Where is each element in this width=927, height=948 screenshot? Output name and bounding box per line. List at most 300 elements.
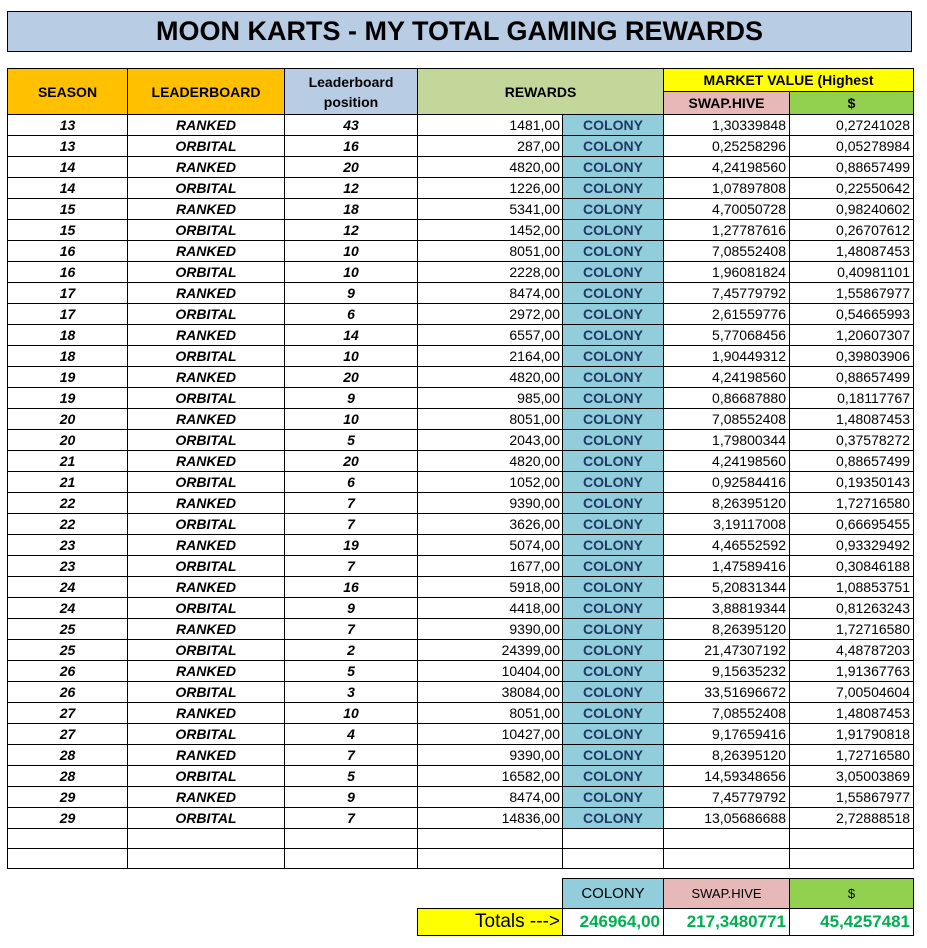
- table-row: [8, 346, 914, 367]
- totals-colony-label: COLONY: [563, 879, 664, 909]
- leaderboard-cell: ORBITAL: [128, 514, 285, 535]
- swap-hive-value-cell: 7,45779792: [664, 283, 790, 304]
- usd-value-cell: 0,18117767: [790, 388, 914, 409]
- header-usd: $: [790, 92, 914, 115]
- position-cell: 9: [285, 283, 418, 304]
- reward-amount-cell: 287,00: [418, 136, 563, 157]
- reward-amount-cell: 3626,00: [418, 514, 563, 535]
- reward-amount-cell: 5918,00: [418, 577, 563, 598]
- season-cell: 29: [8, 808, 128, 829]
- swap-hive-value-cell: 5,20831344: [664, 577, 790, 598]
- season-cell: 26: [8, 661, 128, 682]
- season-cell: 26: [8, 682, 128, 703]
- usd-value-cell: 0,30846188: [790, 556, 914, 577]
- reward-token-cell: COLONY: [563, 115, 664, 136]
- position-cell: 16: [285, 136, 418, 157]
- reward-token-cell: COLONY: [563, 787, 664, 808]
- reward-amount-cell: 9390,00: [418, 619, 563, 640]
- season-cell: 20: [8, 430, 128, 451]
- reward-amount-cell: 38084,00: [418, 682, 563, 703]
- reward-token-cell: COLONY: [563, 346, 664, 367]
- position-cell: 10: [285, 241, 418, 262]
- reward-amount-cell: 8474,00: [418, 283, 563, 304]
- position-cell: 18: [285, 199, 418, 220]
- table-row: [8, 640, 914, 661]
- leaderboard-cell: RANKED: [128, 283, 285, 304]
- table-row: [8, 472, 914, 493]
- header-market-value: MARKET VALUE (Highest: [664, 69, 914, 92]
- season-cell: 28: [8, 745, 128, 766]
- swap-hive-value-cell: 9,17659416: [664, 724, 790, 745]
- reward-token-cell: COLONY: [563, 472, 664, 493]
- reward-token-cell: COLONY: [563, 325, 664, 346]
- table-row: [8, 199, 914, 220]
- reward-amount-cell: 8474,00: [418, 787, 563, 808]
- swap-hive-value-cell: 9,15635232: [664, 661, 790, 682]
- swap-hive-value-cell: 33,51696672: [664, 682, 790, 703]
- usd-value-cell: 0,54665993: [790, 304, 914, 325]
- position-cell: 2: [285, 640, 418, 661]
- usd-value-cell: 0,98240602: [790, 199, 914, 220]
- empty-cell: [8, 849, 128, 869]
- header-leaderboard: LEADERBOARD: [128, 69, 285, 115]
- position-cell: 20: [285, 451, 418, 472]
- empty-row: [8, 829, 914, 849]
- swap-hive-value-cell: 7,08552408: [664, 241, 790, 262]
- table-row: [8, 409, 914, 430]
- season-cell: 19: [8, 388, 128, 409]
- swap-hive-value-cell: 7,08552408: [664, 703, 790, 724]
- reward-token-cell: COLONY: [563, 577, 664, 598]
- season-cell: 22: [8, 514, 128, 535]
- usd-value-cell: 0,39803906: [790, 346, 914, 367]
- swap-hive-value-cell: 3,19117008: [664, 514, 790, 535]
- season-cell: 15: [8, 220, 128, 241]
- reward-amount-cell: 2228,00: [418, 262, 563, 283]
- reward-token-cell: COLONY: [563, 808, 664, 829]
- season-cell: 15: [8, 199, 128, 220]
- position-cell: 10: [285, 703, 418, 724]
- season-cell: 13: [8, 115, 128, 136]
- leaderboard-cell: ORBITAL: [128, 388, 285, 409]
- empty-cell: [285, 829, 418, 849]
- leaderboard-cell: ORBITAL: [128, 640, 285, 661]
- reward-token-cell: COLONY: [563, 619, 664, 640]
- leaderboard-cell: RANKED: [128, 745, 285, 766]
- usd-value-cell: 3,05003869: [790, 766, 914, 787]
- reward-token-cell: COLONY: [563, 703, 664, 724]
- reward-amount-cell: 10427,00: [418, 724, 563, 745]
- season-cell: 13: [8, 136, 128, 157]
- reward-amount-cell: 4418,00: [418, 598, 563, 619]
- reward-token-cell: COLONY: [563, 556, 664, 577]
- table-row: [8, 787, 914, 808]
- season-cell: 17: [8, 304, 128, 325]
- empty-cell: [790, 849, 914, 869]
- leaderboard-cell: RANKED: [128, 367, 285, 388]
- totals-swap-label: SWAP.HIVE: [664, 879, 790, 909]
- table-row: [8, 619, 914, 640]
- empty-cell: [128, 849, 285, 869]
- header-swap-hive: SWAP.HIVE: [664, 92, 790, 115]
- swap-hive-value-cell: 1,90449312: [664, 346, 790, 367]
- leaderboard-cell: RANKED: [128, 325, 285, 346]
- usd-value-cell: 0,66695455: [790, 514, 914, 535]
- swap-hive-value-cell: 8,26395120: [664, 619, 790, 640]
- position-cell: 6: [285, 304, 418, 325]
- season-cell: 16: [8, 241, 128, 262]
- table-row: [8, 241, 914, 262]
- empty-cell: [664, 829, 790, 849]
- season-cell: 23: [8, 535, 128, 556]
- usd-value-cell: 0,88657499: [790, 451, 914, 472]
- swap-hive-value-cell: 1,47589416: [664, 556, 790, 577]
- reward-token-cell: COLONY: [563, 199, 664, 220]
- reward-token-cell: COLONY: [563, 451, 664, 472]
- header-rewards: REWARDS: [418, 69, 664, 115]
- position-cell: 9: [285, 598, 418, 619]
- leaderboard-cell: ORBITAL: [128, 262, 285, 283]
- swap-hive-value-cell: 1,96081824: [664, 262, 790, 283]
- position-cell: 5: [285, 661, 418, 682]
- table-row: [8, 304, 914, 325]
- usd-value-cell: 0,19350143: [790, 472, 914, 493]
- reward-token-cell: COLONY: [563, 766, 664, 787]
- swap-hive-value-cell: 4,24198560: [664, 451, 790, 472]
- reward-token-cell: COLONY: [563, 430, 664, 451]
- position-cell: 7: [285, 493, 418, 514]
- leaderboard-cell: ORBITAL: [128, 136, 285, 157]
- table-row: [8, 493, 914, 514]
- table-row: [8, 283, 914, 304]
- swap-hive-value-cell: 0,25258296: [664, 136, 790, 157]
- table-row: [8, 430, 914, 451]
- season-cell: 24: [8, 598, 128, 619]
- position-cell: 12: [285, 220, 418, 241]
- swap-hive-value-cell: 1,79800344: [664, 430, 790, 451]
- empty-row: [8, 849, 914, 869]
- table-row: [8, 745, 914, 766]
- usd-value-cell: 1,55867977: [790, 787, 914, 808]
- reward-token-cell: COLONY: [563, 220, 664, 241]
- reward-amount-cell: 2164,00: [418, 346, 563, 367]
- reward-amount-cell: 9390,00: [418, 493, 563, 514]
- reward-token-cell: COLONY: [563, 367, 664, 388]
- season-cell: 19: [8, 367, 128, 388]
- leaderboard-cell: RANKED: [128, 115, 285, 136]
- empty-cell: [563, 849, 664, 869]
- leaderboard-cell: RANKED: [128, 241, 285, 262]
- empty-cell: [418, 829, 563, 849]
- totals-table: [417, 878, 914, 936]
- swap-hive-value-cell: 4,46552592: [664, 535, 790, 556]
- position-cell: 5: [285, 766, 418, 787]
- table-row: [8, 661, 914, 682]
- swap-hive-value-cell: 8,26395120: [664, 745, 790, 766]
- reward-token-cell: COLONY: [563, 514, 664, 535]
- position-cell: 10: [285, 262, 418, 283]
- reward-amount-cell: 1052,00: [418, 472, 563, 493]
- table-row: [8, 724, 914, 745]
- usd-value-cell: 0,81263243: [790, 598, 914, 619]
- reward-amount-cell: 4820,00: [418, 451, 563, 472]
- swap-hive-value-cell: 7,45779792: [664, 787, 790, 808]
- season-cell: 18: [8, 346, 128, 367]
- reward-token-cell: COLONY: [563, 241, 664, 262]
- reward-token-cell: COLONY: [563, 388, 664, 409]
- swap-hive-value-cell: 4,24198560: [664, 157, 790, 178]
- swap-hive-value-cell: 2,61559776: [664, 304, 790, 325]
- usd-value-cell: 1,72716580: [790, 619, 914, 640]
- swap-hive-value-cell: 4,24198560: [664, 367, 790, 388]
- season-cell: 25: [8, 619, 128, 640]
- reward-token-cell: COLONY: [563, 661, 664, 682]
- position-cell: 7: [285, 619, 418, 640]
- position-cell: 14: [285, 325, 418, 346]
- position-cell: 7: [285, 808, 418, 829]
- reward-amount-cell: 9390,00: [418, 745, 563, 766]
- reward-amount-cell: 2972,00: [418, 304, 563, 325]
- season-cell: 27: [8, 703, 128, 724]
- reward-token-cell: COLONY: [563, 745, 664, 766]
- usd-value-cell: 1,48087453: [790, 703, 914, 724]
- leaderboard-cell: ORBITAL: [128, 220, 285, 241]
- leaderboard-cell: ORBITAL: [128, 346, 285, 367]
- reward-amount-cell: 985,00: [418, 388, 563, 409]
- usd-value-cell: 0,37578272: [790, 430, 914, 451]
- reward-amount-cell: 5074,00: [418, 535, 563, 556]
- leaderboard-cell: RANKED: [128, 619, 285, 640]
- reward-amount-cell: 2043,00: [418, 430, 563, 451]
- empty-cell: [285, 849, 418, 869]
- reward-amount-cell: 1481,00: [418, 115, 563, 136]
- position-cell: 10: [285, 409, 418, 430]
- position-cell: 6: [285, 472, 418, 493]
- position-cell: 19: [285, 535, 418, 556]
- season-cell: 14: [8, 157, 128, 178]
- position-cell: 43: [285, 115, 418, 136]
- season-cell: 14: [8, 178, 128, 199]
- totals-label: Totals --->: [418, 909, 563, 936]
- leaderboard-cell: RANKED: [128, 535, 285, 556]
- swap-hive-value-cell: 0,86687880: [664, 388, 790, 409]
- usd-value-cell: 0,05278984: [790, 136, 914, 157]
- leaderboard-cell: ORBITAL: [128, 472, 285, 493]
- totals-usd-label: $: [790, 879, 914, 909]
- leaderboard-cell: RANKED: [128, 703, 285, 724]
- empty-cell: [664, 849, 790, 869]
- table-row: [8, 451, 914, 472]
- leaderboard-cell: ORBITAL: [128, 682, 285, 703]
- leaderboard-cell: ORBITAL: [128, 430, 285, 451]
- season-cell: 27: [8, 724, 128, 745]
- reward-amount-cell: 4820,00: [418, 157, 563, 178]
- table-row: [8, 367, 914, 388]
- reward-amount-cell: 1677,00: [418, 556, 563, 577]
- empty-cell: [418, 849, 563, 869]
- leaderboard-cell: ORBITAL: [128, 556, 285, 577]
- position-cell: 9: [285, 388, 418, 409]
- reward-token-cell: COLONY: [563, 409, 664, 430]
- position-cell: 7: [285, 556, 418, 577]
- swap-hive-value-cell: 4,70050728: [664, 199, 790, 220]
- season-cell: 24: [8, 577, 128, 598]
- table-row: [8, 157, 914, 178]
- swap-hive-value-cell: 1,30339848: [664, 115, 790, 136]
- swap-hive-value-cell: 1,27787616: [664, 220, 790, 241]
- usd-value-cell: 0,27241028: [790, 115, 914, 136]
- leaderboard-cell: RANKED: [128, 199, 285, 220]
- reward-token-cell: COLONY: [563, 640, 664, 661]
- leaderboard-cell: ORBITAL: [128, 304, 285, 325]
- swap-hive-value-cell: 3,88819344: [664, 598, 790, 619]
- season-cell: 25: [8, 640, 128, 661]
- table-row: [8, 766, 914, 787]
- usd-value-cell: 7,00504604: [790, 682, 914, 703]
- header-season: SEASON: [8, 69, 128, 115]
- season-cell: 28: [8, 766, 128, 787]
- usd-value-cell: 4,48787203: [790, 640, 914, 661]
- position-cell: 16: [285, 577, 418, 598]
- rewards-table: [7, 68, 914, 869]
- reward-amount-cell: 10404,00: [418, 661, 563, 682]
- position-cell: 3: [285, 682, 418, 703]
- swap-hive-value-cell: 5,77068456: [664, 325, 790, 346]
- leaderboard-cell: RANKED: [128, 451, 285, 472]
- totals-swap-value: 217,3480771: [664, 909, 790, 936]
- table-row: [8, 388, 914, 409]
- position-cell: 12: [285, 178, 418, 199]
- table-row: [8, 220, 914, 241]
- table-row: [8, 682, 914, 703]
- position-cell: 10: [285, 346, 418, 367]
- usd-value-cell: 0,93329492: [790, 535, 914, 556]
- reward-token-cell: COLONY: [563, 157, 664, 178]
- table-row: [8, 556, 914, 577]
- leaderboard-cell: ORBITAL: [128, 724, 285, 745]
- season-cell: 18: [8, 325, 128, 346]
- leaderboard-cell: RANKED: [128, 577, 285, 598]
- reward-amount-cell: 5341,00: [418, 199, 563, 220]
- usd-value-cell: 0,40981101: [790, 262, 914, 283]
- usd-value-cell: 0,26707612: [790, 220, 914, 241]
- season-cell: 21: [8, 451, 128, 472]
- table-row: [8, 598, 914, 619]
- season-cell: 23: [8, 556, 128, 577]
- swap-hive-value-cell: 7,08552408: [664, 409, 790, 430]
- usd-value-cell: 1,91367763: [790, 661, 914, 682]
- usd-value-cell: 1,91790818: [790, 724, 914, 745]
- reward-token-cell: COLONY: [563, 304, 664, 325]
- table-row: [8, 262, 914, 283]
- reward-token-cell: COLONY: [563, 535, 664, 556]
- swap-hive-value-cell: 21,47307192: [664, 640, 790, 661]
- empty-cell: [128, 829, 285, 849]
- table-row: [8, 703, 914, 724]
- leaderboard-cell: ORBITAL: [128, 598, 285, 619]
- reward-token-cell: COLONY: [563, 598, 664, 619]
- table-row: [8, 535, 914, 556]
- header-position: Leaderboard position: [285, 69, 418, 115]
- position-cell: 9: [285, 787, 418, 808]
- table-row: [8, 808, 914, 829]
- usd-value-cell: 1,72716580: [790, 745, 914, 766]
- empty-cell: [790, 829, 914, 849]
- position-cell: 4: [285, 724, 418, 745]
- reward-amount-cell: 14836,00: [418, 808, 563, 829]
- swap-hive-value-cell: 13,05686688: [664, 808, 790, 829]
- reward-amount-cell: 16582,00: [418, 766, 563, 787]
- totals-colony-value: 246964,00: [563, 909, 664, 936]
- reward-amount-cell: 4820,00: [418, 367, 563, 388]
- reward-token-cell: COLONY: [563, 493, 664, 514]
- leaderboard-cell: ORBITAL: [128, 178, 285, 199]
- usd-value-cell: 1,48087453: [790, 241, 914, 262]
- usd-value-cell: 1,08853751: [790, 577, 914, 598]
- table-row: [8, 514, 914, 535]
- reward-amount-cell: 1452,00: [418, 220, 563, 241]
- leaderboard-cell: RANKED: [128, 493, 285, 514]
- season-cell: 16: [8, 262, 128, 283]
- swap-hive-value-cell: 14,59348656: [664, 766, 790, 787]
- leaderboard-cell: ORBITAL: [128, 808, 285, 829]
- empty-cell: [563, 829, 664, 849]
- season-cell: 29: [8, 787, 128, 808]
- reward-token-cell: COLONY: [563, 262, 664, 283]
- leaderboard-cell: ORBITAL: [128, 766, 285, 787]
- page-title: MOON KARTS - MY TOTAL GAMING REWARDS: [7, 11, 912, 52]
- leaderboard-cell: RANKED: [128, 409, 285, 430]
- empty-cell: [8, 829, 128, 849]
- usd-value-cell: 1,72716580: [790, 493, 914, 514]
- usd-value-cell: 0,88657499: [790, 157, 914, 178]
- reward-amount-cell: 8051,00: [418, 703, 563, 724]
- totals-usd-value: 45,4257481: [790, 909, 914, 936]
- position-cell: 7: [285, 745, 418, 766]
- reward-amount-cell: 6557,00: [418, 325, 563, 346]
- reward-token-cell: COLONY: [563, 724, 664, 745]
- table-row: [8, 178, 914, 199]
- reward-token-cell: COLONY: [563, 283, 664, 304]
- usd-value-cell: 1,20607307: [790, 325, 914, 346]
- season-cell: 21: [8, 472, 128, 493]
- rewards-rows: [8, 115, 914, 869]
- season-cell: 22: [8, 493, 128, 514]
- season-cell: 17: [8, 283, 128, 304]
- reward-token-cell: COLONY: [563, 178, 664, 199]
- position-cell: 20: [285, 367, 418, 388]
- reward-token-cell: COLONY: [563, 136, 664, 157]
- usd-value-cell: 2,72888518: [790, 808, 914, 829]
- table-row: [8, 136, 914, 157]
- position-cell: 20: [285, 157, 418, 178]
- table-row: [8, 115, 914, 136]
- swap-hive-value-cell: 1,07897808: [664, 178, 790, 199]
- position-cell: 5: [285, 430, 418, 451]
- usd-value-cell: 0,22550642: [790, 178, 914, 199]
- leaderboard-cell: RANKED: [128, 661, 285, 682]
- usd-value-cell: 1,55867977: [790, 283, 914, 304]
- reward-amount-cell: 8051,00: [418, 409, 563, 430]
- season-cell: 20: [8, 409, 128, 430]
- usd-value-cell: 0,88657499: [790, 367, 914, 388]
- reward-token-cell: COLONY: [563, 682, 664, 703]
- table-row: [8, 325, 914, 346]
- swap-hive-value-cell: 0,92584416: [664, 472, 790, 493]
- swap-hive-value-cell: 8,26395120: [664, 493, 790, 514]
- table-row: [8, 577, 914, 598]
- position-cell: 7: [285, 514, 418, 535]
